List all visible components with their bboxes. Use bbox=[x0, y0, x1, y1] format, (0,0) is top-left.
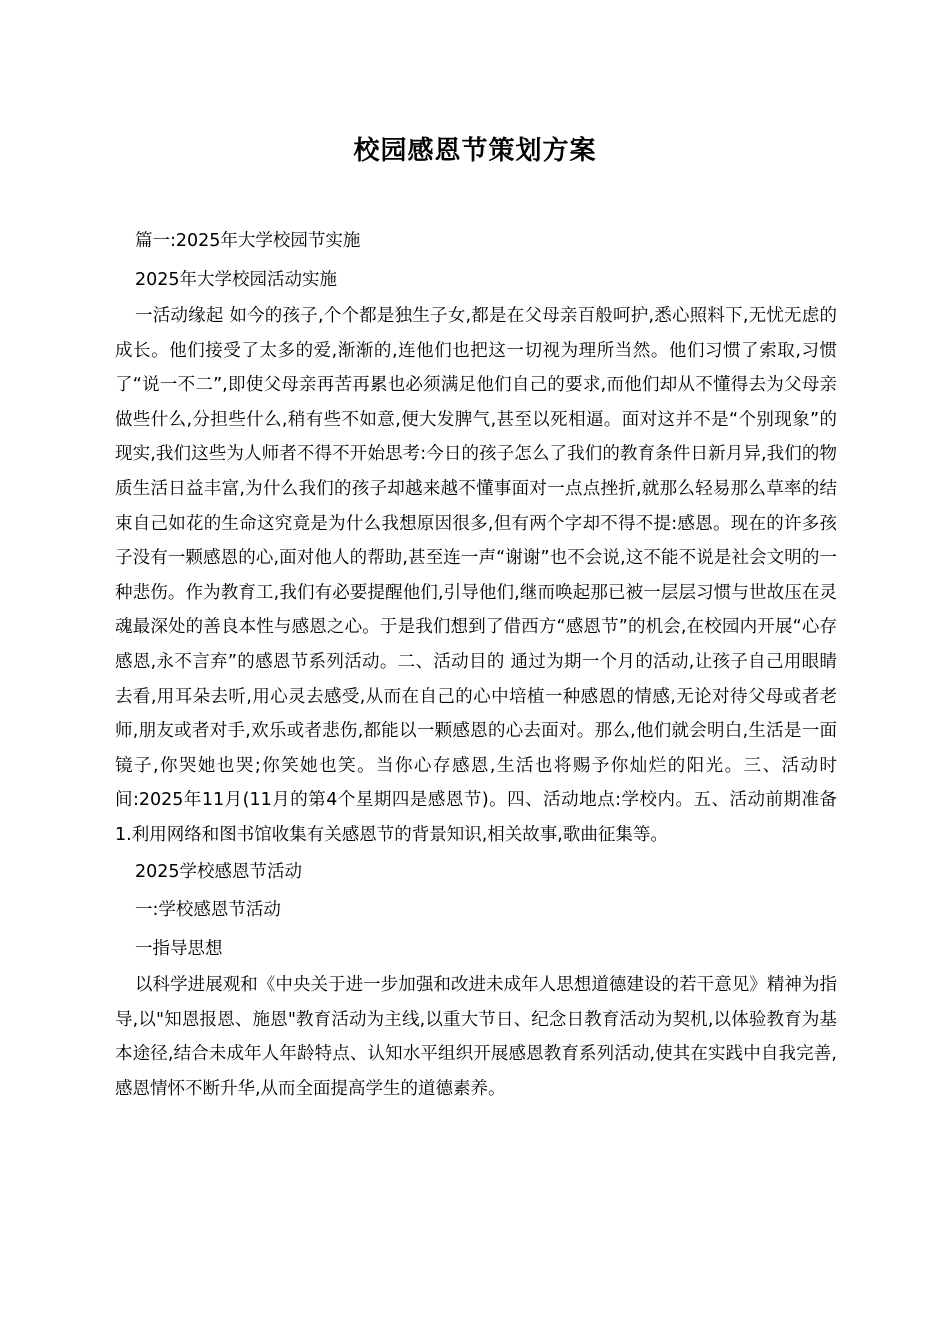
document-body bbox=[115, 222, 837, 1106]
section-heading-1: 篇一:2025年大学校园节实施 bbox=[135, 231, 361, 251]
section-subheading-1: 2025年大学校园活动实施 bbox=[135, 269, 338, 290]
body-paragraph-1: 一活动缘起 如今的孩子,个个都是独生子女,都是在父母亲百般呵护,悉心照料下,无忧无虑的成长。他们接受了太多的爱,渐渐的,连他们也把这一切视为理所当然。他们习惯了索取,习惯了“说一不二”,即使父母亲再苦再累也必须满足他们自己的要求,而他们却从不懂得去为父母亲做些什么,分担些什么,稍有些不如意,便大发脾气,甚至以死相逼。面对这并不是“个别现象”的现实,我们这些为人师者不得不开始思考:今日的孩子怎么了我们的教育条件日新月异,我们的物质生活日益丰富,为什么我们的孩子却越来越不懂事面对一点点挫折,就那么轻易那么草率的结束自己如花的生命这究竟是为什么我想原因很多,但有两个字却不得不提:感恩。现在的许多孩子没有一颗感恩的心,面对他人的帮助,甚至连一声“谢谢”也不会说,这不能不说是社会文明的一种悲伤。作为教育工,我们有必要提醒他们,引导他们,继而唤起那已被一层层习惯与世故压在灵魂最深处的善良本性与感恩之心。于是我们想到了借西方“感恩节”的机会,在校园内开展“心存感恩,永不言弃”的感恩节系列活动。二、活动目的 通过为期一个月的活动,让孩子自己用眼睛去看,用耳朵去听,用心灵去感受,从而在自己的心中培植一种感恩的情感,无论对待父母或者老师,朋友或者对手,欢乐或者悲伤,都能以一颗感恩的心去面对。那么,他们就会明白,生活是一面镜子,你哭她也哭;你笑她也笑。当你心存感恩,生活也将赐予你灿烂的阳光。三、活动时间:2025年11月(11月的第4个星期四是感恩节)。四、活动地点:学校内。五、活动前期准备 1.利用网络和图书馆收集有关感恩节的背景知识,相关故事,歌曲征集等。 bbox=[115, 306, 837, 845]
section-heading-2: 2025学校感恩节活动 bbox=[135, 861, 303, 882]
section-subheading-2: 一:学校感恩节活动 bbox=[135, 900, 281, 920]
section-subheading-3: 一指导思想 bbox=[135, 938, 223, 959]
body-paragraph-2: 以科学进展观和《中央关于进一步加强和改进未成年人思想道德建设的若干意见》精神为指导,以"知恩报恩、施恩"教育活动为主线,以重大节日、纪念日教育活动为契机,以体验教育为基本途径,结合未成年人年龄特点、认知水平组织开展感恩教育系列活动,使其在实践中自我完善,感恩情怀不断升华,从而全面提高学生的道德素养。 bbox=[115, 975, 837, 1099]
document-title: 校园感恩节策划方案 bbox=[353, 136, 597, 166]
